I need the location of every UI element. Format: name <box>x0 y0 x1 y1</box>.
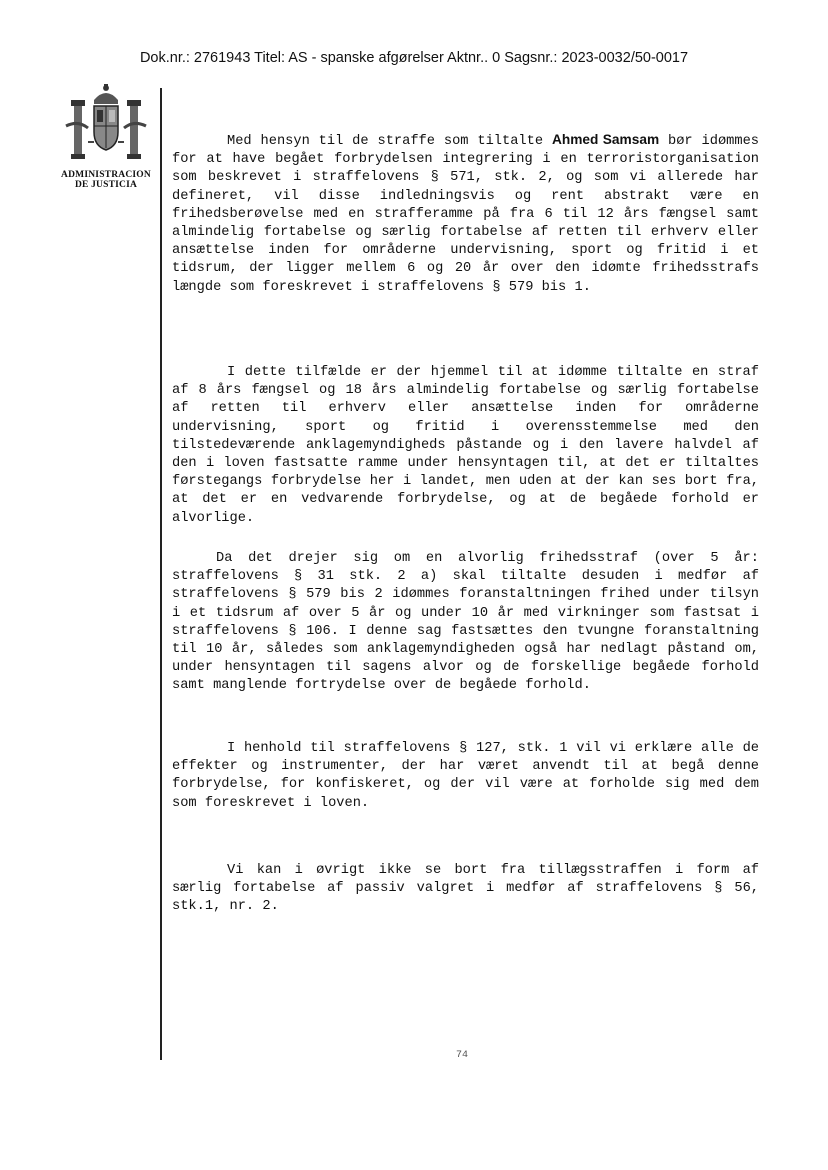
paragraph-1-post: bør idømmes for at have begået forbrydelsen integrering i en terroristorganisation som beskrevet i straffelovens § 571, stk. 2, og som vi allerede har defineret, vil disse indledningsvis og rent abstrakt være en frihedsberøvelse med en strafferamme på fra 6 til 12 års fængsel samt almindelig fortabelse og særlig fortabelse af retten til erhverv eller ansættelse inden for områderne undervisning, sport og fritid i et tidsrum, der ligger mellem 6 og 20 år over den idømte frihedsstrafs længde som foreskrevet i straffelovens § 579 bis 1. <box>172 134 760 295</box>
paragraph-2 <box>172 364 759 528</box>
crest-label-line2: DE JUSTICIA <box>74 180 138 190</box>
coat-of-arms-icon <box>60 82 152 162</box>
crest-label <box>50 170 162 190</box>
paragraph-2-text: I dette tilfælde er der hjemmel til at idømme tiltalte en straf af 8 års fængsel og 18 års almindelig fortabelse og særlig fortabelse af retten til erhverv eller ansættelse inden for områderne undervisning, sport og fritid i overensstemmelse med den tilstedeværende anklagemyndigheds påstande og i den lavere halvdel af den i loven fastsatte ramme under hensyntagen til, at det er tiltaltes førstegangs forbrydelse her i landet, men uden at der kan ses bort fra, at det er en vedvarende forbrydelse, og at de begåede forhold er alvorlige. <box>172 365 759 526</box>
paragraph-4 <box>172 740 759 813</box>
paragraph-5-text: Vi kan i øvrigt ikke se bort fra tillægsstraffen i form af særlig fortabelse af passiv valgret i medfør af straffelovens § 56, stk.1, nr. 2. <box>172 863 759 915</box>
page-number: 74 <box>456 1050 469 1061</box>
defendant-name: Ahmed Samsam <box>551 132 660 147</box>
paragraph-5 <box>172 862 759 917</box>
paragraph-4-text: I henhold til straffelovens § 127, stk. 1 vil vi erklære alle de effekter og instrumenter, der har været anvendt til at begå denne forbrydelse, for konfiskeret, og der vil være at forholde sig med dem som foreskrevet i loven. <box>172 741 759 811</box>
paragraph-1-pre: Med hensyn til de straffe som tiltalte <box>227 134 552 149</box>
paragraph-3 <box>172 550 759 696</box>
document-header: Dok.nr.: 2761943 Titel: AS - spanske afgørelser Aktnr.. 0 Sagsnr.: 2023-0032/50-0017 <box>139 50 689 66</box>
paragraph-1 <box>172 131 759 297</box>
paragraph-3-text: Da det drejer sig om en alvorlig frihedsstraf (over 5 år: straffelovens § 31 stk. 2 a) skal tiltalte desuden i medfør af straffelovens § 579 bis 2 idømmes foranstaltningen frihed under tilsyn i et tidsrum af over 5 år og under 10 år med virkninger som fastsat i straffelovens § 106. I denne sag fastsættes den tvungne foranstaltning til 10 år, således som anklagemyndigheden også har nedlagt påstand om, under hensyntagen til sagens alvor og de forskellige begåede forhold samt manglende fortrydelse over de begåede forhold. <box>172 551 759 694</box>
margin-rule <box>160 88 162 1060</box>
crest-label-line1: ADMINISTRACION <box>61 170 151 180</box>
